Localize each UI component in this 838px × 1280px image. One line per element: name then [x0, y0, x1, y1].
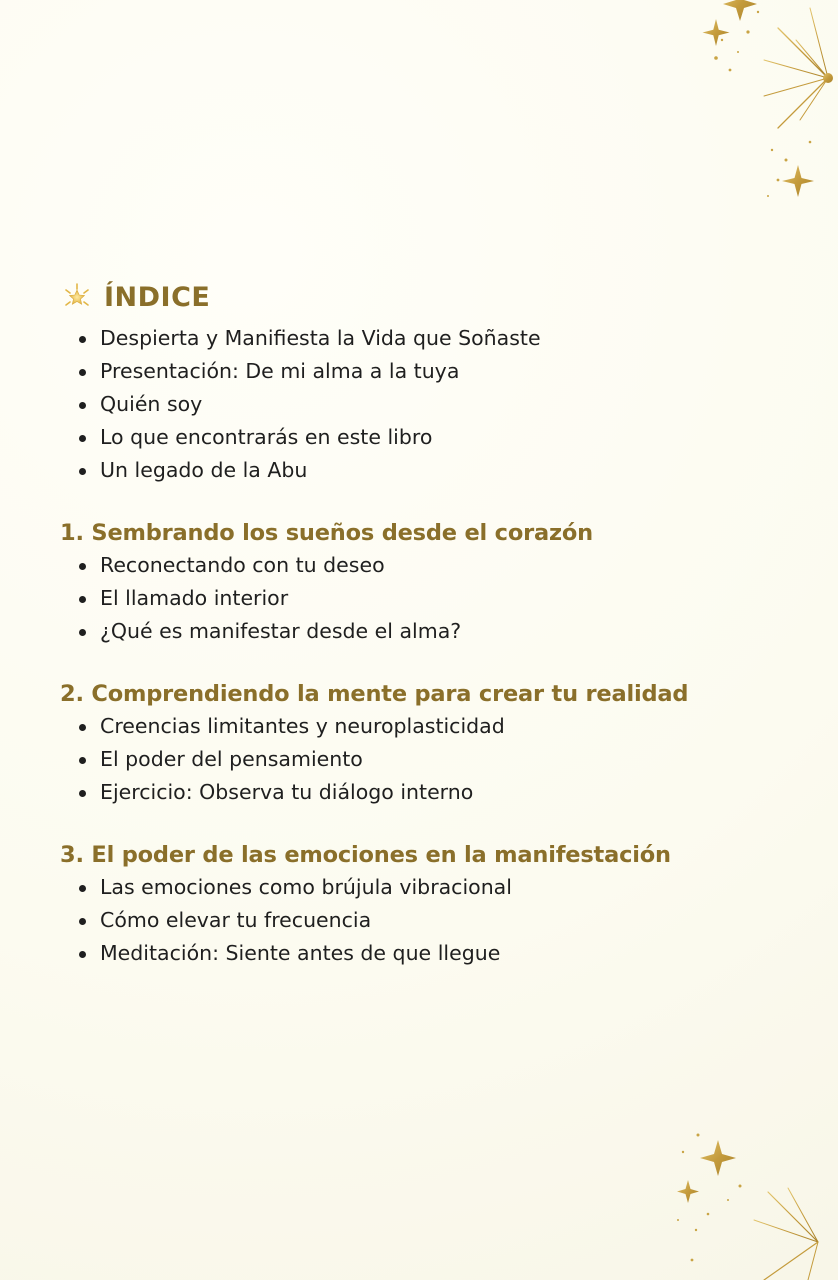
list-item: Reconectando con tu deseo	[60, 549, 820, 582]
section-heading: 1. Sembrando los sueños desde el corazón	[60, 520, 593, 546]
section-2	[60, 678, 820, 809]
list-item: Ejercicio: Observa tu diálogo interno	[60, 776, 820, 809]
list-item: Despierta y Manifiesta la Vida que Soñaste	[60, 322, 820, 355]
table-of-contents	[60, 272, 820, 970]
section-list	[60, 871, 820, 970]
list-item: Lo que encontrarás en este libro	[60, 421, 820, 454]
sparkles-top-right-decoration	[638, 0, 838, 230]
star-burst-icon	[62, 282, 92, 312]
list-item: Creencias limitantes y neuroplasticidad	[60, 710, 820, 743]
page-title: ÍNDICE	[104, 281, 211, 313]
list-item: El poder del pensamiento	[60, 743, 820, 776]
list-item: Las emociones como brújula vibracional	[60, 871, 820, 904]
intro-list	[60, 322, 820, 487]
title-row	[60, 272, 820, 322]
list-item: Quién soy	[60, 388, 820, 421]
section-list	[60, 710, 820, 809]
list-item: Un legado de la Abu	[60, 454, 820, 487]
list-item: ¿Qué es manifestar desde el alma?	[60, 615, 820, 648]
list-item: Presentación: De mi alma a la tuya	[60, 355, 820, 388]
section-1	[60, 517, 820, 648]
section-list	[60, 549, 820, 648]
sparkles-bottom-right-decoration	[668, 1130, 838, 1280]
list-item: Cómo elevar tu frecuencia	[60, 904, 820, 937]
section-heading: 2. Comprendiendo la mente para crear tu realidad	[60, 681, 689, 707]
list-item: Meditación: Siente antes de que llegue	[60, 937, 820, 970]
section-heading: 3. El poder de las emociones en la manifestación	[60, 842, 671, 868]
section-3	[60, 839, 820, 970]
list-item: El llamado interior	[60, 582, 820, 615]
